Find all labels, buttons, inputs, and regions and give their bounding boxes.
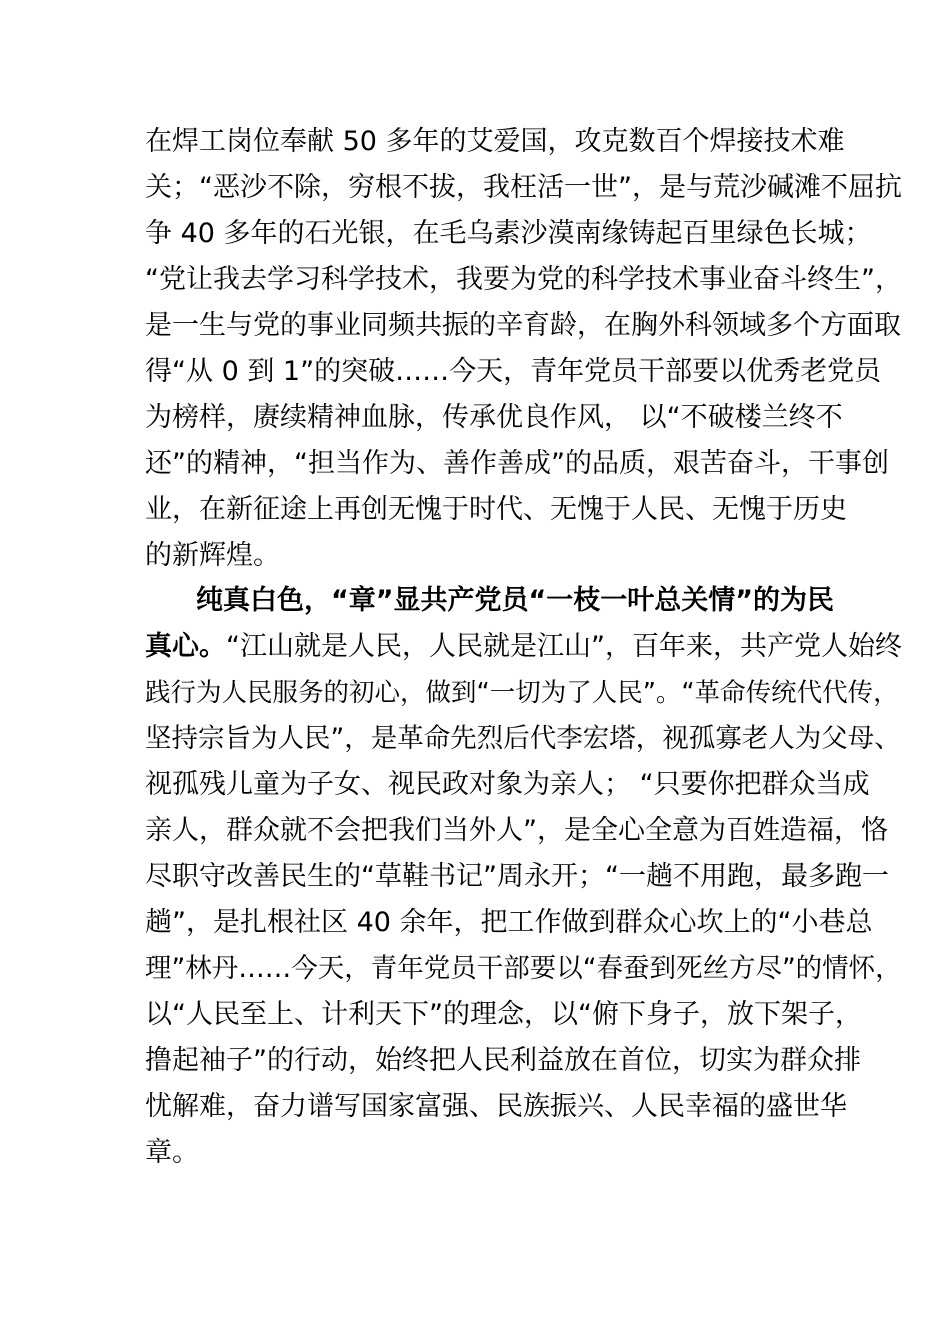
paragraph-2-line-4: 坚持宗旨为人民”，是革命先烈后代李宏塔，视孤寡老人为父母、 (145, 723, 901, 754)
paragraph-1-line-5: 是一生与党的事业同频共振的辛育龄，在胸外科领域多个方面取 (145, 310, 901, 341)
paragraph-2-line-2-rest: “江山就是人民，人民就是江山”，百年来，共产党人始终 (226, 631, 902, 662)
paragraph-2-line-10: 以“人民至上、计利天下”的理念，以“俯下身子，放下架子， (145, 999, 862, 1030)
paragraph-2-line-2 (145, 630, 902, 664)
paragraph-2-line-8: 趟”，是扎根社区 40 余年，把工作做到群众心坎上的“小巷总 (145, 907, 873, 938)
paragraph-2-heading-line: 纯真白色，“章”显共产党员“一枝一叶总关情”的为民 (196, 585, 834, 616)
paragraph-1-line-1: 在焊工岗位奉献 50 多年的艾爱国，攻克数百个焊接技术难 (145, 126, 845, 157)
paragraph-2-line-6: 亲人，群众就不会把我们当外人”，是全心全意为百姓造福，恪 (145, 815, 888, 846)
paragraph-1-line-8: 还”的精神，“担当作为、善作善成”的品质，艰苦奋斗，干事创 (145, 448, 889, 479)
paragraph-1-line-10: 的新辉煌。 (145, 540, 280, 571)
paragraph-1-line-4: “党让我去学习科学技术，我要为党的科学技术事业奋斗终生”， (145, 264, 902, 295)
paragraph-2-line-9: 理”林丹……今天，青年党员干部要以“春蚕到死丝方尽”的情怀， (145, 953, 902, 984)
paragraph-1-line-6: 得“从 0 到 1”的突破……今天，青年党员干部要以优秀老党员 (145, 356, 882, 387)
paragraph-1-line-3: 争 40 多年的石光银，在毛乌素沙漠南缘铸起百里绿色长城； (145, 218, 872, 249)
paragraph-2-line-3: 践行为人民服务的初心，做到“一切为了人民”。“革命传统代代传， (145, 678, 899, 708)
paragraph-1-line-9: 业，在新征途上再创无愧于时代、无愧于人民、无愧于历史 (145, 494, 847, 525)
paragraph-1-line-7: 为榜样，赓续精神血脉，传承优良作风， 以“不破楼兰终不 (145, 402, 843, 433)
paragraph-2-line-2-bold: 真心。 (145, 631, 226, 662)
paragraph-2-line-11: 撸起袖子”的行动，始终把人民利益放在首位，切实为群众排 (145, 1045, 861, 1076)
paragraph-2-line-7: 尽职守改善民生的“草鞋书记”周永开；“一趟不用跑，最多跑一 (145, 861, 889, 892)
paragraph-2-line-5: 视孤残儿童为子女、视民政对象为亲人； “只要你把群众当成 (145, 769, 870, 800)
paragraph-2-line-13: 章。 (145, 1137, 199, 1168)
paragraph-2-line-12: 忧解难，奋力谱写国家富强、民族振兴、人民幸福的盛世华 (145, 1091, 847, 1122)
paragraph-1-line-2: 关；“恶沙不除，穷根不拔，我枉活一世”，是与荒沙碱滩不屈抗 (145, 172, 902, 203)
